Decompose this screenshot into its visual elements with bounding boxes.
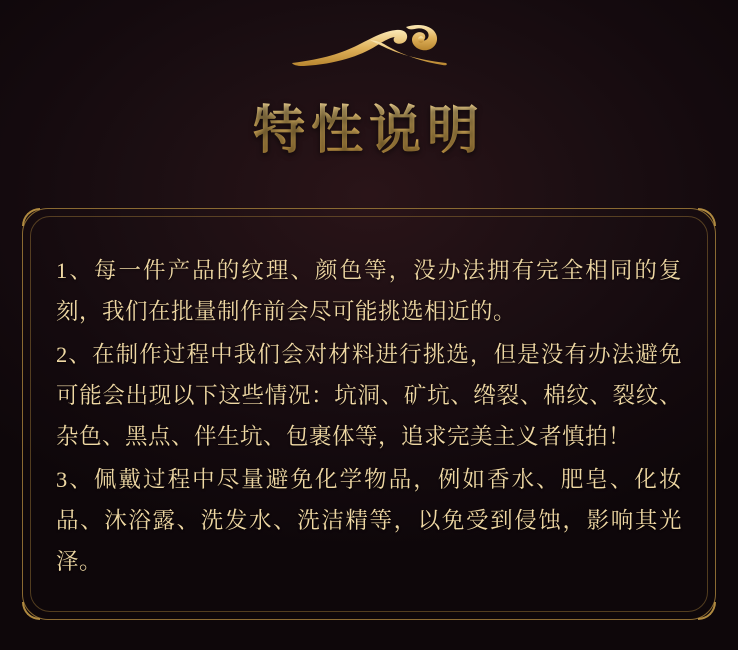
page-title: 特性说明 (0, 88, 738, 163)
frame-corner-bottom-left (22, 602, 40, 620)
cloud-scroll-ornament (0, 18, 738, 78)
description-body (56, 250, 682, 584)
frame-corner-bottom-right (698, 602, 716, 620)
frame-corner-top-left (22, 208, 40, 226)
description-paragraph: 3、佩戴过程中尽量避免化学物品，例如香水、肥皂、化妆品、沐浴露、洗发水、洗洁精等，以免受到侵蚀，影响其光泽。 (56, 467, 682, 574)
frame-corner-top-right (698, 208, 716, 226)
description-paragraph: 1、每一件产品的纹理、颜色等，没办法拥有完全相同的复刻，我们在批量制作前会尽可能挑选相近的。 (56, 258, 682, 324)
description-paragraph: 2、在制作过程中我们会对材料进行挑选，但是没有办法避免可能会出现以下这些情况：坑洞、矿坑、绺裂、棉纹、裂纹、杂色、黑点、伴生坑、包裹体等，追求完美主义者慎拍！ (56, 342, 682, 449)
